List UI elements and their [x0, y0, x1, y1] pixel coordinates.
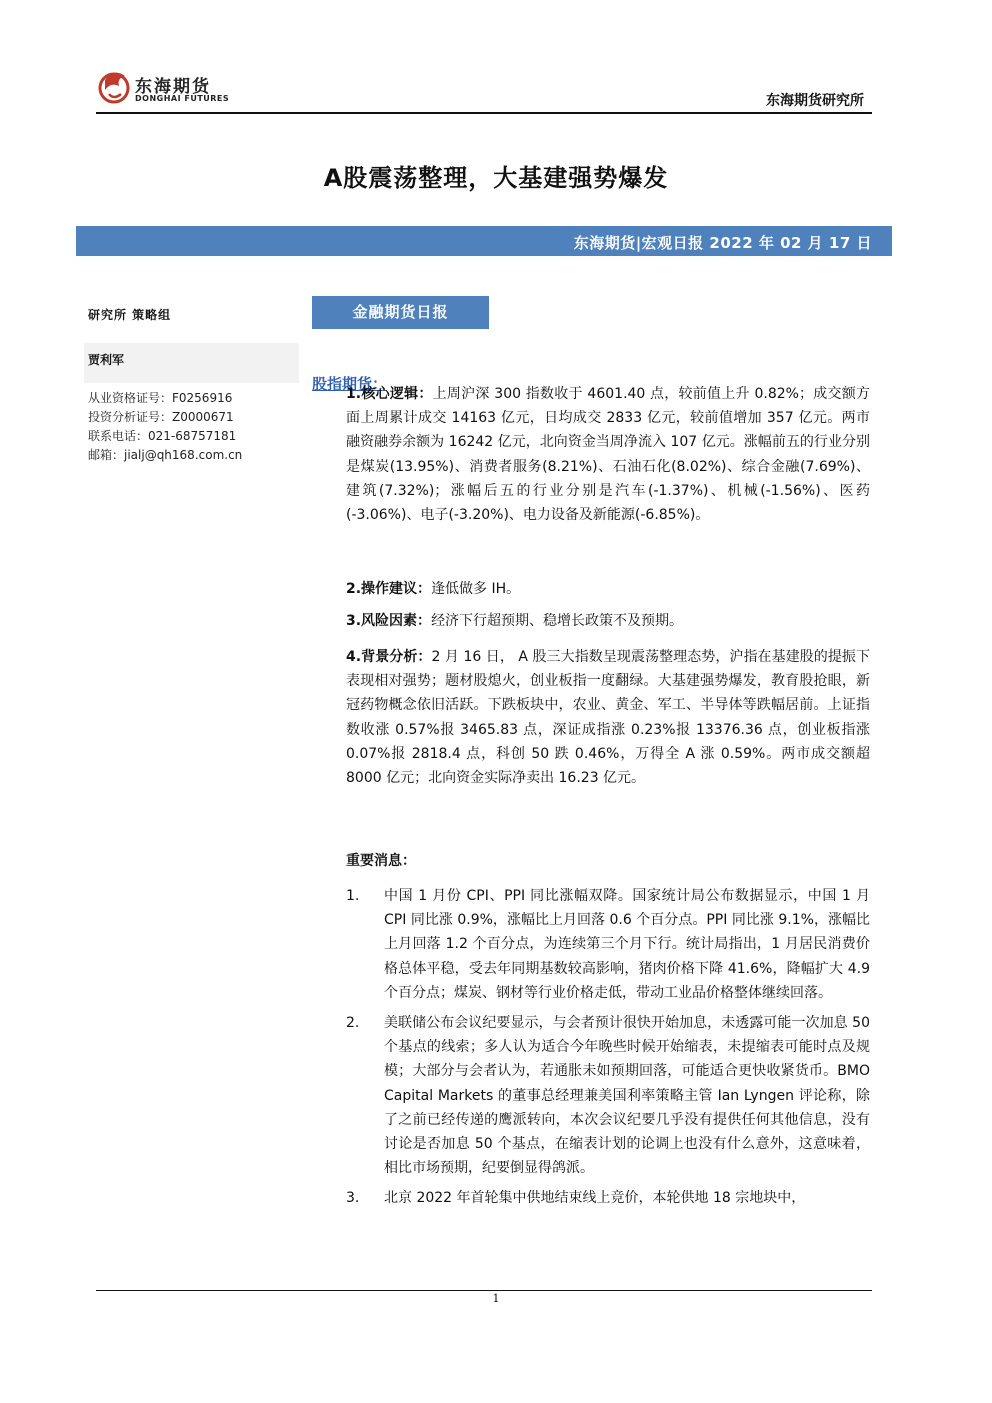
news-list [346, 884, 870, 1217]
point-label: 2.操作建议： [346, 581, 432, 597]
list-item [346, 884, 870, 1005]
investment-advisor-number: 投资分析证号：Z0000671 [88, 410, 234, 424]
list-item [346, 1011, 870, 1180]
author-name: 贾利军 [88, 353, 125, 367]
list-number: 3. [346, 1190, 360, 1207]
point-core-logic [346, 382, 870, 527]
list-text: 北京 2022 年首轮集中供地结束线上竞价，本轮供地 18 宗地块中， [384, 1190, 806, 1207]
report-title: A股震荡整理，大基建强势爆发 [323, 164, 669, 192]
point-risk [346, 609, 870, 633]
point-text: 2 月 16 日， A 股三大指数呈现震荡整理态势，沪指在基建股的提振下表现相对强势；题材股熄火，创业板指一度翻绿。大基建强势爆发，教育股抢眼，新冠药物概念依旧活跃。下跌板块中，农业、黄金、军工、半导体等跌幅居前。上证指数收涨 0.57%报 3465.83 点，深证成指涨 0.23%报 13376.36 点，创业板指涨 0.07%报 2818.4 点，科创 50 跌 0.46%，万得全 A 涨 0.59%。两市成交额超 8000 亿元；北向资金实际净卖出 16.23 亿元。 [346, 649, 870, 787]
section-tag: 金融期货日报 [312, 296, 489, 329]
team-label: 研究所 策略组 [88, 308, 172, 322]
email-address[interactable]: 邮箱：jialj@qh168.com.cn [88, 448, 243, 462]
news-heading: 重要消息： [346, 853, 416, 869]
logo-text-en: DONGHAI FUTURES [135, 94, 230, 103]
banner-text: 东海期货|宏观日报 2022 年 02 月 17 日 [573, 234, 872, 252]
report-banner [76, 226, 892, 256]
footer-divider [96, 1290, 872, 1291]
list-item [346, 1186, 870, 1210]
header-divider [96, 112, 872, 114]
company-logo [97, 66, 237, 110]
list-number: 2. [346, 1015, 360, 1032]
author-sidebar [84, 306, 299, 465]
point-label: 1.核心逻辑： [346, 386, 433, 402]
page-number: 1 [492, 1292, 500, 1305]
list-text: 中国 1 月份 CPI、PPI 同比涨幅双降。国家统计局公布数据显示，中国 1 月 CPI 同比涨 0.9%，涨幅比上月回落 0.6 个百分点。PPI 同比涨 9.1%，涨幅比上月回落 1.2 个百分点，为连续第三个月下行。统计局指出，1 月居民消费价格总体平稳，受去年同期基数较高影响，猪肉价格下降 41.6%，降幅扩大 4.9 个百分点；煤炭、钢材等行业价格走低，带动工业品价格整体继续回落。 [384, 888, 870, 1001]
point-text: 逢低做多 IH。 [431, 581, 521, 597]
author-contact [84, 389, 299, 465]
point-label: 3.风险因素： [346, 613, 432, 629]
qualification-number: 从业资格证号：F0256916 [88, 391, 233, 405]
stock-index-futures-heading[interactable]: 股指期货： [312, 375, 388, 393]
logo-text-cn: 东海期货 [135, 77, 211, 97]
list-text: 美联储公布会议纪要显示，与会者预计很快开始加息，未透露可能一次加息 50 个基点的线索；多人认为适合今年晚些时候开始缩表，未提缩表可能时点及规模；大部分与会者认为，若通胀未如预期回落，可能适合更快收紧货币。BMO Capital Markets 的董事总经理兼美国利率策略主管 Ian Lyngen 评论称，除了之前已经传递的鹰派转向，本次会议纪要几乎没有提供任何其他信息，没有讨论是否加息 50 个基点，在缩表计划的论调上也没有什么意外，这意味着，相比市场预期，纪要倒显得鸽派。 [384, 1015, 870, 1177]
point-suggestion [346, 577, 870, 601]
list-number: 1. [346, 888, 360, 904]
author-box [84, 343, 299, 383]
point-text: 经济下行超预期、稳增长政策不及预期。 [431, 613, 684, 629]
point-text: 上周沪深 300 指数收于 4601.40 点，较前值上升 0.82%；成交额方面上周累计成交 14163 亿元，日均成交 2833 亿元，较前值增加 357 亿元。两市融资融券余额为 16242 亿元，北向资金当周净流入 107 亿元。涨幅前五的行业分别是煤炭(13.95%)、消费者服务(8.21%)、石油石化(8.02%)、综合金融(7.69%)、建筑(7.32%)；涨幅后五的行业分别是汽车(-1.37%)、机械(-1.56%)、医药(-3.06%)、电子(-3.20%)、电力设备及新能源(-6.85%)。 [346, 386, 870, 524]
point-background [346, 645, 870, 790]
dragon-logo-icon [97, 66, 131, 106]
phone-number: 联系电话：021-68757181 [88, 429, 237, 443]
header-institute: 东海期货研究所 [766, 93, 864, 109]
point-label: 4.背景分析： [346, 649, 432, 665]
